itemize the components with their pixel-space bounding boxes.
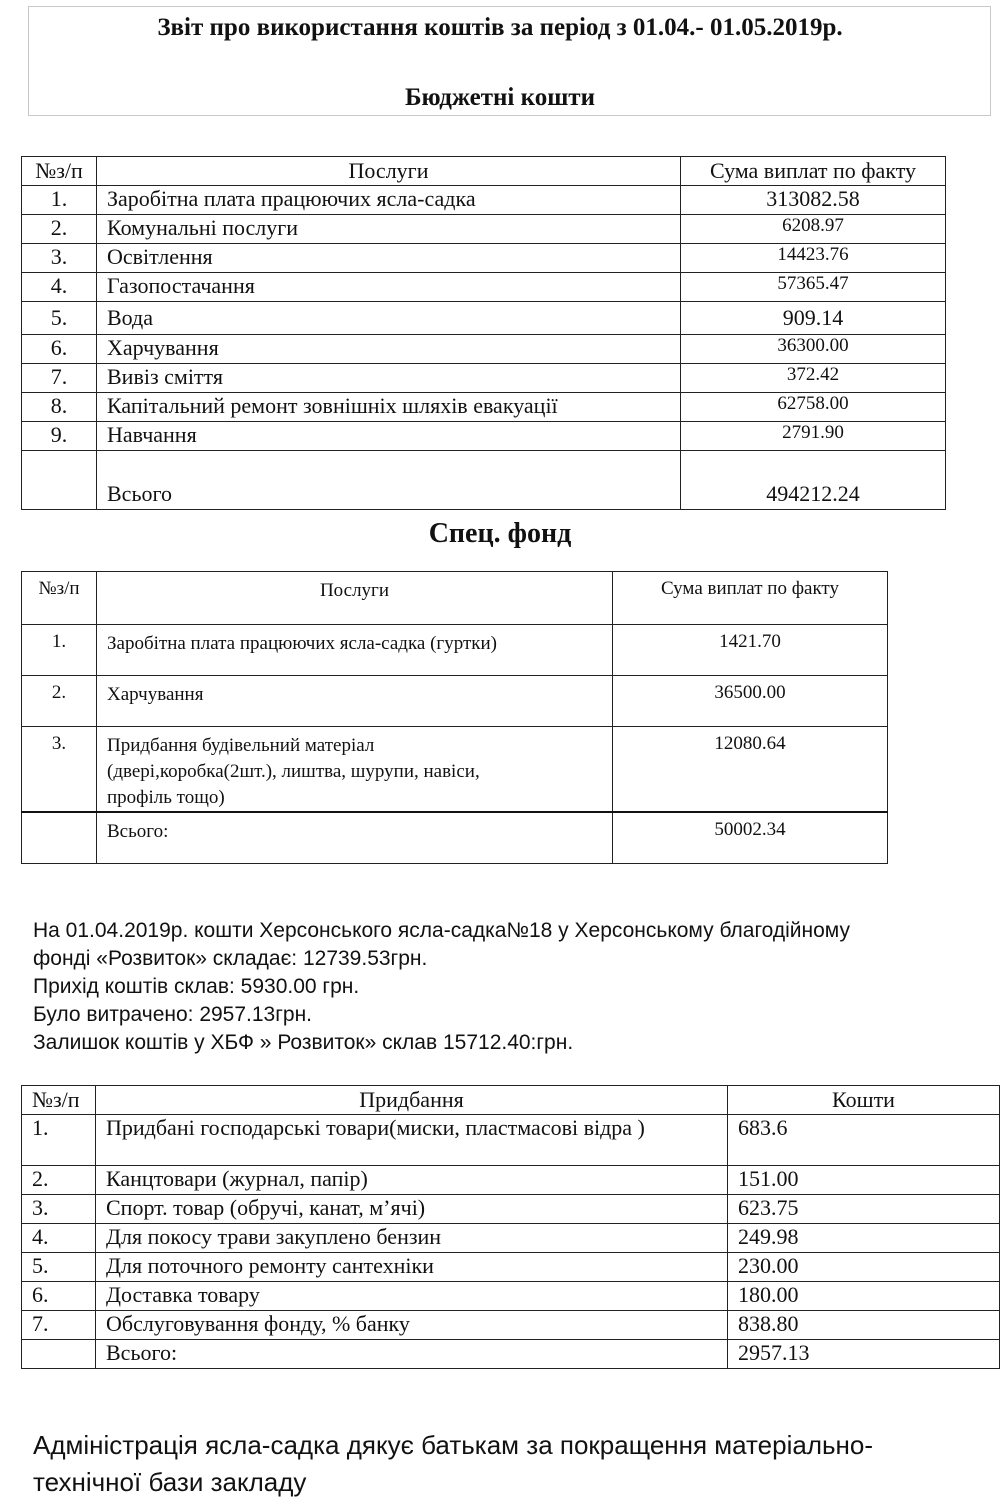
info-line: фонді «Розвиток» складає: 12739.53грн.: [33, 947, 428, 970]
row-number: 2.: [22, 215, 97, 244]
info-line: Залишок коштів у ХБФ » Розвиток» склав 15712.40:грн.: [33, 1031, 574, 1054]
total-number-cell: [22, 812, 97, 864]
row-number: 6.: [22, 335, 97, 364]
report-title: Звіт про використання коштів за період з 01.04.- 01.05.2019р.: [157, 14, 843, 41]
table-row: [22, 1311, 1000, 1340]
column-header-amount: Сума виплат по факту: [681, 157, 946, 186]
total-label: Всього:: [96, 1340, 728, 1369]
note-line: Адміністрація ясла-садка дякує батькам за покращення матеріально-: [33, 1430, 874, 1460]
row-amount: 372.42: [681, 364, 946, 393]
table-row: [22, 393, 946, 422]
column-header-amount: Сума виплат по факту: [613, 572, 888, 625]
row-service: Комунальні послуги: [97, 215, 681, 244]
info-line: Прихід коштів склав: 5930.00 грн.: [33, 975, 360, 998]
table-row: [22, 1282, 1000, 1311]
note-line: технічної бази закладу: [33, 1467, 307, 1497]
row-amount: 151.00: [728, 1166, 1000, 1195]
row-service: Заробітна плата працюючих ясла-садка (гуртки): [97, 625, 613, 676]
column-header-services: Послуги: [97, 157, 681, 186]
row-number: 9.: [22, 422, 97, 451]
row-number: 5.: [22, 302, 97, 335]
row-number: 4.: [22, 273, 97, 302]
purchases-table: [21, 1085, 1000, 1369]
acknowledgement-note: [33, 1427, 873, 1501]
total-number-cell: [22, 1340, 96, 1369]
table-row: [22, 625, 888, 676]
table-row: [22, 215, 946, 244]
table-header-row: [22, 572, 888, 625]
info-line: Було витрачено: 2957.13грн.: [33, 1003, 313, 1026]
row-number: 1.: [22, 625, 97, 676]
row-purchase: Обслуговування фонду, % банку: [96, 1311, 728, 1340]
row-number: 2.: [22, 676, 97, 727]
row-amount: 249.98: [728, 1224, 1000, 1253]
row-amount: 909.14: [681, 302, 946, 335]
row-purchase: Для поточного ремонту сантехніки: [96, 1253, 728, 1282]
row-amount: 2791.90: [681, 422, 946, 451]
row-purchase: Для покосу трави закуплено бензин: [96, 1224, 728, 1253]
row-number: 3.: [22, 1195, 96, 1224]
row-purchase: Доставка товару: [96, 1282, 728, 1311]
table-row: [22, 1195, 1000, 1224]
table-row: [22, 1115, 1000, 1166]
row-number: 7.: [22, 1311, 96, 1340]
row-amount: 1421.70: [613, 625, 888, 676]
row-number: 6.: [22, 1282, 96, 1311]
row-number: 5.: [22, 1253, 96, 1282]
row-service: Освітлення: [97, 244, 681, 273]
row-amount: 6208.97: [681, 215, 946, 244]
row-purchase: Канцтовари (журнал, папір): [96, 1166, 728, 1195]
row-purchase: Придбані господарські товари(миски, пластмасові відра ): [96, 1115, 728, 1166]
row-service-line: профіль тощо): [107, 787, 225, 808]
row-number: 4.: [22, 1224, 96, 1253]
table-header-row: [22, 157, 946, 186]
row-amount: 57365.47: [681, 273, 946, 302]
row-amount: 623.75: [728, 1195, 1000, 1224]
row-amount: 12080.64: [613, 727, 888, 813]
row-number: 3.: [22, 244, 97, 273]
table-row: [22, 727, 888, 813]
row-service: [97, 727, 613, 813]
budget-funds-table: [21, 156, 946, 510]
row-number: 3.: [22, 727, 97, 813]
row-service: Харчування: [97, 676, 613, 727]
row-service: Вивіз сміття: [97, 364, 681, 393]
column-header-funds: Кошти: [728, 1086, 1000, 1115]
total-number-cell: [22, 451, 97, 510]
row-service: Капітальний ремонт зовнішніх шляхів евакуації: [97, 393, 681, 422]
row-amount: 313082.58: [681, 186, 946, 215]
total-amount: 50002.34: [613, 812, 888, 864]
table-row: [22, 1224, 1000, 1253]
table-total-row: [22, 1340, 1000, 1369]
table-row: [22, 1253, 1000, 1282]
row-amount: 838.80: [728, 1311, 1000, 1340]
row-number: 2.: [22, 1166, 96, 1195]
column-header-number: №з/п: [22, 572, 97, 625]
row-amount: 230.00: [728, 1253, 1000, 1282]
table-header-row: [22, 1086, 1000, 1115]
row-service: Заробітна плата працюючих ясла-садка: [97, 186, 681, 215]
row-amount: 14423.76: [681, 244, 946, 273]
table-row: [22, 302, 946, 335]
column-header-purchase: Придбання: [96, 1086, 728, 1115]
table-row: [22, 244, 946, 273]
column-header-services: Послуги: [97, 572, 613, 625]
total-label: Всього:: [97, 812, 613, 864]
row-service: Харчування: [97, 335, 681, 364]
column-header-number: №з/п: [22, 1086, 96, 1115]
table-total-row: [22, 451, 946, 510]
table-row: [22, 186, 946, 215]
table-row: [22, 1166, 1000, 1195]
info-line: На 01.04.2019р. кошти Херсонського ясла-садка№18 у Херсонському благодійному: [33, 919, 850, 942]
table-row: [22, 335, 946, 364]
table-row: [22, 273, 946, 302]
charity-fund-info: [33, 917, 850, 1057]
row-service: Навчання: [97, 422, 681, 451]
table-total-row: [22, 812, 888, 864]
row-service: Вода: [97, 302, 681, 335]
table-row: [22, 364, 946, 393]
total-amount: 494212.24: [681, 451, 946, 510]
special-fund-title: Спец. фонд: [428, 518, 572, 549]
table-row: [22, 676, 888, 727]
row-amount: 62758.00: [681, 393, 946, 422]
row-amount: 36300.00: [681, 335, 946, 364]
column-header-number: №з/п: [22, 157, 97, 186]
row-purchase: Спорт. товар (обручі, канат, м’ячі): [96, 1195, 728, 1224]
total-amount: 2957.13: [728, 1340, 1000, 1369]
row-service-line: Придбання будівельний матеріал: [107, 735, 375, 756]
special-fund-table: [21, 571, 888, 864]
total-label: Всього: [97, 451, 681, 510]
row-number: 7.: [22, 364, 97, 393]
row-amount: 683.6: [728, 1115, 1000, 1166]
budget-section-title: Бюджетні кошти: [405, 84, 595, 111]
table-row: [22, 422, 946, 451]
row-number: 1.: [22, 1115, 96, 1166]
row-number: 1.: [22, 186, 97, 215]
row-service-line: (двері,коробка(2шт.), лиштва, шурупи, навіси,: [107, 761, 480, 782]
row-amount: 36500.00: [613, 676, 888, 727]
row-service: Газопостачання: [97, 273, 681, 302]
row-number: 8.: [22, 393, 97, 422]
row-amount: 180.00: [728, 1282, 1000, 1311]
